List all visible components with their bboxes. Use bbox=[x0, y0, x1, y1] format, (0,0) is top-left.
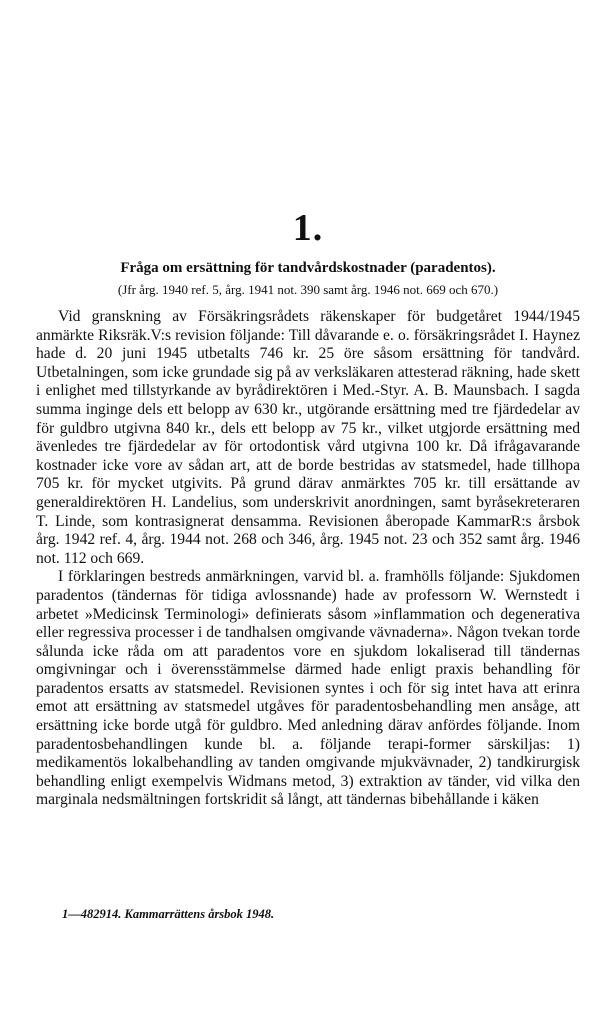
section-heading: Fråga om ersättning för tandvårdskostnader (paradentos). bbox=[120, 260, 496, 276]
paragraph: Vid granskning av Försäkringsrådets räkenskaper för budgetåret 1944/1945 anmärkte Riksräk.V:s revision följande: Till dåvarande e. o. försäkringsrådet I. Haynez hade d. 20 juni 1945 utbetalts 746 kr. 25 öre såsom ersättning för tandvård. Utbetalningen, som icke grundade sig på av verksläkaren attesterad räkning, hade skett i enlighet med tillstyrkande av byrådirektören i Med.-Styr. A. B. Maunsbach. I sagda summa inginge dels ett belopp av 630 kr., utgörande ersättning med tre fjärdedelar av för guldbro utgivna 840 kr., dels ett belopp av 75 kr., vilket utgjorde ersättning med ävenledes tre fjärdedelar av för ortodontisk vård utgivna 100 kr. Då ifrågavarande kostnader icke vore av sådan art, att de borde bestridas av statsmedel, hade tillhopa 705 kr. för mycket utgivits. På grund därav anmärktes 705 kr. till ersättande av generaldirektören H. Landelius, som underskrivit anordningen, samt byråsekreteraren T. Linde, som kontrasignerat densamma. Revisionen åberopade KammarR:s årsbok årg. 1942 ref. 4, årg. 1944 not. 268 och 346, årg. 1945 not. 23 och 352 samt årg. 1946 not. 112 och 669. bbox=[36, 308, 580, 567]
section-references: (Jfr årg. 1940 ref. 5, årg. 1941 not. 390 samt årg. 1946 not. 669 och 670.) bbox=[117, 282, 499, 297]
paragraph: I förklaringen bestreds anmärkningen, varvid bl. a. framhölls följande: Sjukdomen paradentos (tändernas för tidiga avlossnande) hade av professorn W. Wernstedt i arbetet »Medicinsk Terminologi» definierats såsom »inflammation och degenerativa eller regressiva processer i de tandhalsen omgivande vävnaderna». Någon tvekan torde sålunda icke råda om att paradentos vore en sjukdom lokaliserad till tändernas omgivningar och i överensstämmelse därmed hade enligt praxis behandling för paradentos ersatts av statsmedel. Revisionen syntes i och för sig intet hava att erinra emot att ersättning av statsmedel utgåves för paradentosbehandling men ansåge, att ersättning icke borde utgå för guldbro. Med anledning därav anfördes följande. Inom paradentosbehandlingen kunde bl. a. följande terapi-former särskiljas: 1) medikamentös lokalbehandling av tanden omgivande mjukvävnader, 2) tandkirurgisk behandling enligt exempelvis Widmans metod, 3) extraktion av tänder, vid vilka den marginala nedsmältningen fortskridit så långt, att tändernas bibehållande i käken bbox=[36, 568, 580, 809]
chapter-number: 1. bbox=[292, 207, 324, 249]
body-text bbox=[36, 308, 580, 810]
page-footer: 1—482914. Kammarrättens årsbok 1948. bbox=[62, 907, 275, 921]
